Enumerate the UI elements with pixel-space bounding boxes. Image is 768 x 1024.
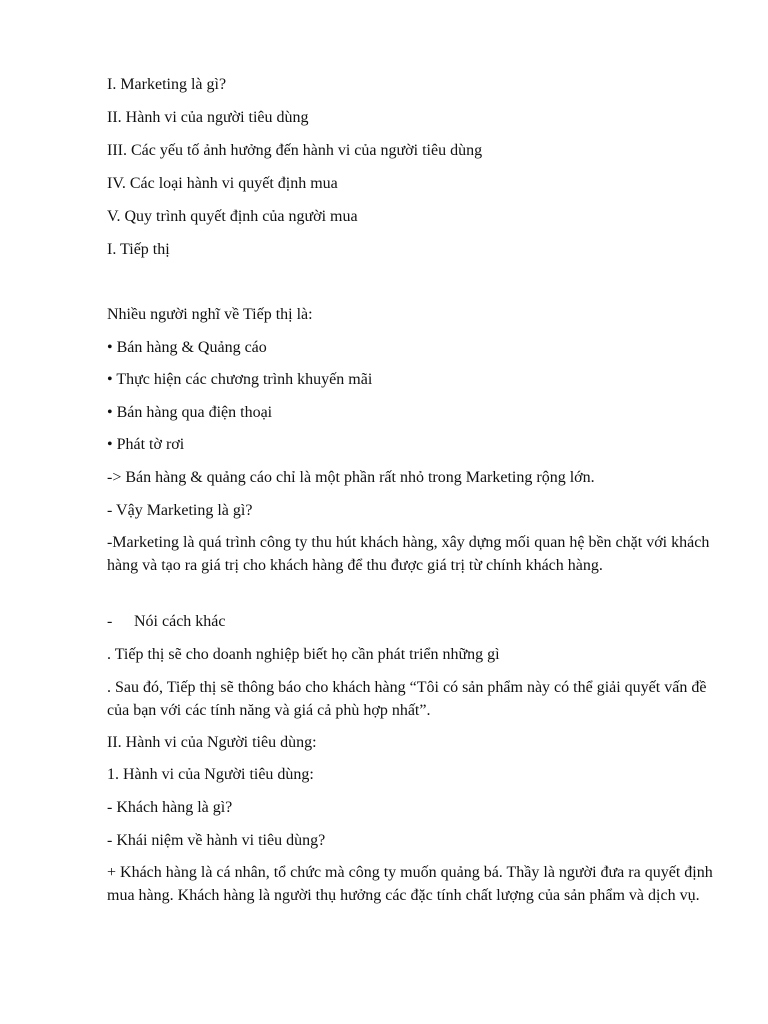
section-heading: I. Tiếp thị <box>107 241 170 258</box>
bullet-item: • Thực hiện các chương trình khuyến mãi <box>107 371 373 388</box>
question-line: - Khách hàng là gì? <box>107 799 233 816</box>
dash-marker: - <box>107 613 113 630</box>
toc-item: III. Các yếu tố ảnh hưởng đến hành vi của người tiêu dùng <box>107 142 483 159</box>
toc-item: I. Marketing là gì? <box>107 76 227 93</box>
arrow-note: -> Bán hàng & quảng cáo chỉ là một phần rất nhỏ trong Marketing rộng lớn. <box>107 469 595 486</box>
other-words-item <box>107 610 727 633</box>
question-line: - Khái niệm về hành vi tiêu dùng? <box>107 832 326 849</box>
section-heading: II. Hành vi của Người tiêu dùng: <box>107 734 317 751</box>
answer-paragraph: + Khách hàng là cá nhân, tổ chức mà công ty muốn quảng bá. Thầy là người đưa ra quyết định mua hàng. Khách hàng là người thụ hưởng các đặc tính chất lượng của sản phẩm và dịch vụ. <box>107 864 713 904</box>
question-line: - Vậy Marketing là gì? <box>107 502 253 519</box>
definition-paragraph: -Marketing là quá trình công ty thu hút khách hàng, xây dựng mối quan hệ bền chặt với khách hàng và tạo ra giá trị cho khách hàng để thu được giá trị từ chính khách hàng. <box>107 534 710 574</box>
point-paragraph: . Sau đó, Tiếp thị sẽ thông báo cho khách hàng “Tôi có sản phẩm này có thể giải quyết vấn đề của bạn với các tính năng và giá cả phù hợp nhất”. <box>107 679 707 719</box>
bullet-item: • Bán hàng qua điện thoại <box>107 404 273 421</box>
toc-item: IV. Các loại hành vi quyết định mua <box>107 175 338 192</box>
point-line: . Tiếp thị sẽ cho doanh nghiệp biết họ cần phát triển những gì <box>107 646 500 663</box>
bullet-item: • Bán hàng & Quảng cáo <box>107 339 267 356</box>
subsection-heading: 1. Hành vi của Người tiêu dùng: <box>107 766 314 783</box>
toc-item: V. Quy trình quyết định của người mua <box>107 208 358 225</box>
intro-text: Nhiều người nghĩ về Tiếp thị là: <box>107 306 313 323</box>
bullet-item: • Phát tờ rơi <box>107 436 185 453</box>
other-words-label: Nói cách khác <box>134 613 226 630</box>
toc-item: II. Hành vi của người tiêu dùng <box>107 109 309 126</box>
